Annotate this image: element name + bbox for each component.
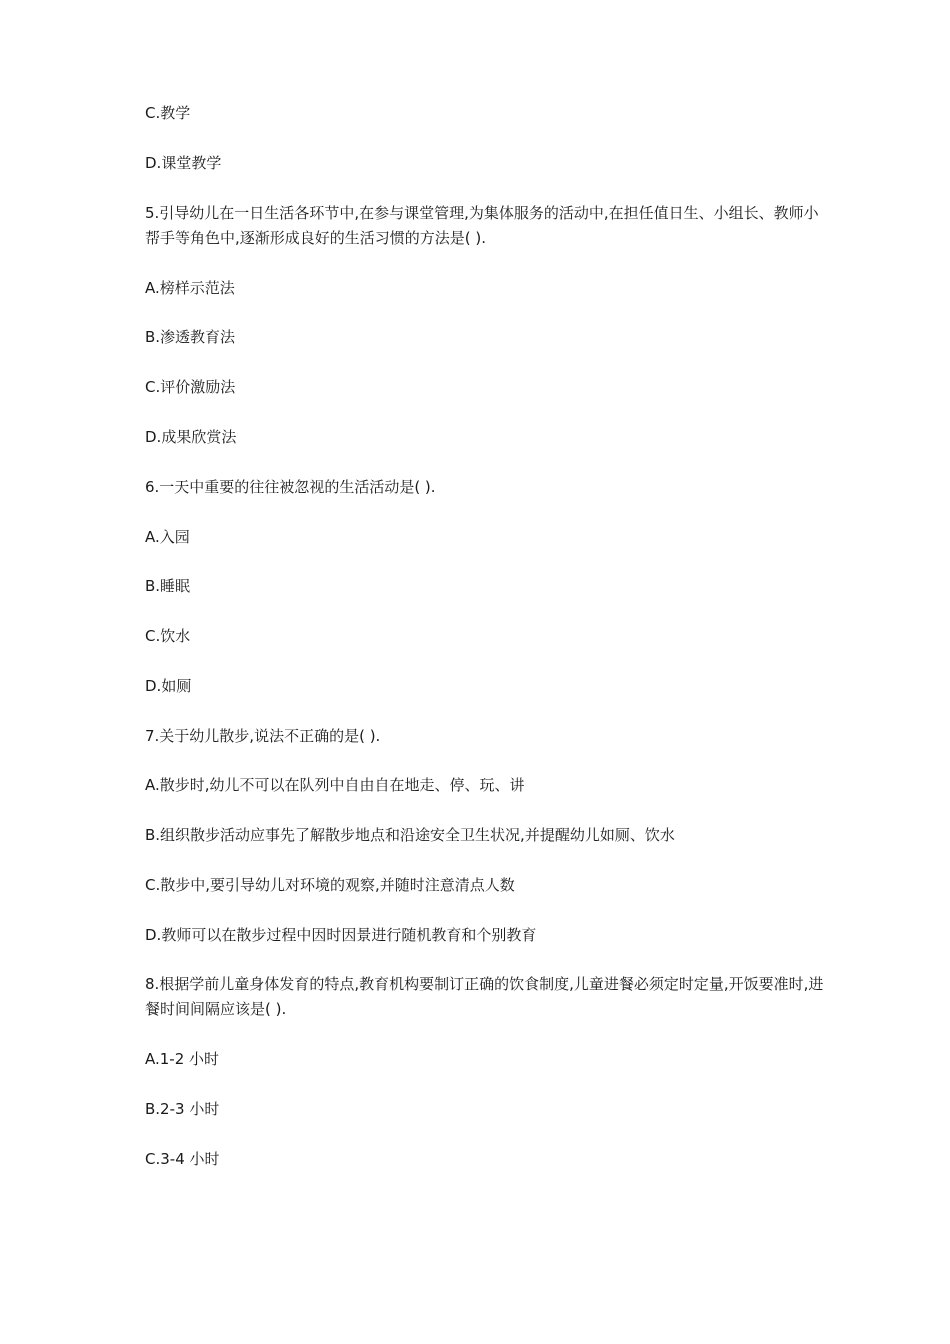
option-c-q5: C.评价激励法 (145, 378, 236, 396)
option-d-q6: D.如厕 (145, 677, 192, 695)
option-b-q7: B.组织散步活动应事先了解散步地点和沿途安全卫生状况,并提醒幼儿如厕、饮水 (145, 826, 675, 844)
option-b-q6: B.睡眠 (145, 577, 191, 595)
option-b-q8: B.2-3 小时 (145, 1100, 220, 1118)
option-a-q5: A.榜样示范法 (145, 279, 235, 297)
option-d-q5: D.成果欣赏法 (145, 428, 237, 446)
question-5: 5.引导幼儿在一日生活各环节中,在参与课堂管理,为集体服务的活动中,在担任值日生、小组长、教师小帮手等角色中,逐渐形成良好的生活习惯的方法是( ). (145, 204, 819, 247)
option-d-q7: D.教师可以在散步过程中因时因景进行随机教育和个别教育 (145, 926, 537, 944)
question-6: 6.一天中重要的往往被忽视的生活活动是( ). (145, 478, 436, 496)
option-c-q4: C.教学 (145, 104, 191, 122)
option-b-q5: B.渗透教育法 (145, 328, 236, 346)
option-a-q8: A.1-2 小时 (145, 1050, 220, 1068)
option-d-q4: D.课堂教学 (145, 154, 222, 172)
option-c-q8: C.3-4 小时 (145, 1150, 220, 1168)
question-7: 7.关于幼儿散步,说法不正确的是( ). (145, 727, 381, 745)
option-c-q6: C.饮水 (145, 627, 191, 645)
option-a-q6: A.入园 (145, 528, 190, 546)
question-8: 8.根据学前儿童身体发育的特点,教育机构要制订正确的饮食制度,儿童进餐必须定时定量,开饭要准时,进餐时间间隔应该是( ). (145, 975, 824, 1018)
option-c-q7: C.散步中,要引导幼儿对环境的观察,并随时注意清点人数 (145, 876, 515, 894)
option-a-q7: A.散步时,幼儿不可以在队列中自由自在地走、停、玩、讲 (145, 776, 525, 794)
